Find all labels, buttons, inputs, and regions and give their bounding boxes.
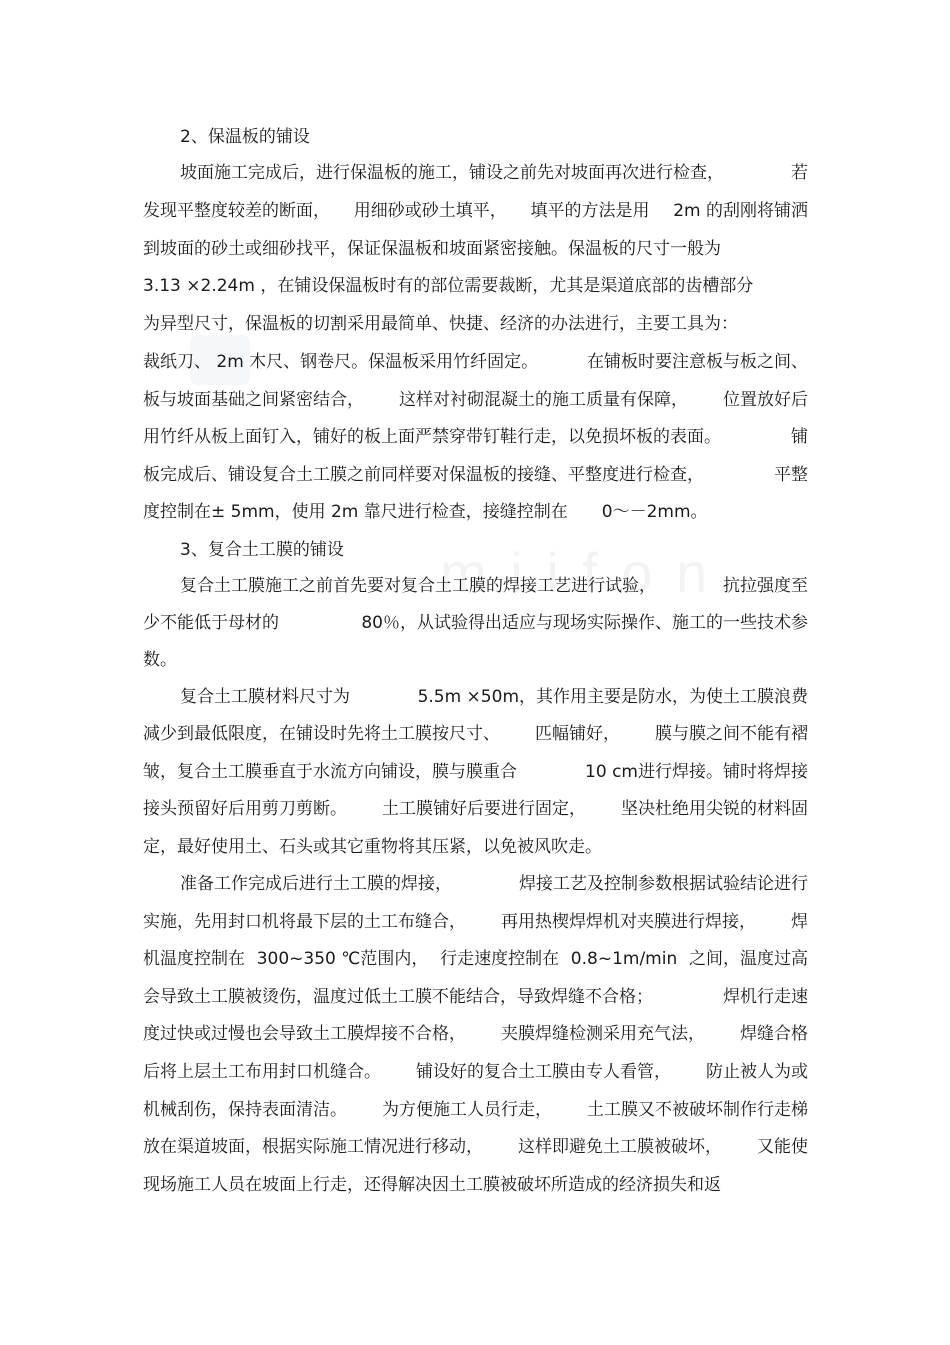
text-segment: 行走速度控制在 bbox=[440, 949, 560, 969]
text-segment: 后将上层土工布用封口机缝合。 bbox=[143, 1062, 381, 1082]
paragraph-line bbox=[143, 422, 808, 452]
paragraph-line: 现场施工人员在坡面上行走，还得解决因土工膜被破坏所造成的经济损失和返 bbox=[143, 1175, 721, 1195]
text-segment: 会导致土工膜被烫伤，温度过低土工膜不能结合，导致焊缝不合格； bbox=[143, 987, 653, 1007]
text-segment: 0～－2mm。 bbox=[601, 502, 708, 522]
text-segment: 坡面施工完成后，进行保温板的施工，铺设之前先对坡面再次进行检查， bbox=[180, 163, 724, 183]
text-segment: 焊 bbox=[791, 912, 808, 932]
text-segment: 复合土工膜施工之前首先要对复合土工膜的焊接工艺进行试验， bbox=[180, 576, 656, 596]
paragraph-line: 3.13 ×2.24m ，在铺设保温板时有的部位需要裁断，尤其是渠道底部的齿槽部分 bbox=[143, 276, 754, 296]
text-segment: 为方便施工人员行走， bbox=[382, 1100, 552, 1120]
text-segment: 0.8~1m/min bbox=[570, 949, 678, 969]
text-segment: 填平的方法是用 bbox=[530, 201, 650, 221]
text-segment: 匹幅铺好， bbox=[535, 724, 620, 744]
text-segment: 之间，温度过高 bbox=[688, 949, 808, 969]
text-segment: 板完成后、铺设复合土工膜之前同样要对保温板的接缝、平整度进行检查， bbox=[143, 465, 704, 485]
text-segment: 坚决杜绝用尖锐的材料固 bbox=[621, 799, 808, 819]
text-segment: 焊缝合格 bbox=[740, 1024, 808, 1044]
paragraph-line bbox=[143, 794, 808, 824]
text-segment: 板与坡面基础之间紧密结合， bbox=[143, 390, 364, 410]
text-segment: 少不能低于母材的 bbox=[143, 613, 279, 633]
text-segment: 减少到最低限度，在铺设时先将土工膜按尺寸、 bbox=[143, 724, 500, 744]
text-segment: 在铺板时要注意板与板之间、 bbox=[587, 352, 808, 372]
text-segment: 300~350 ℃范围内， bbox=[256, 949, 429, 969]
paragraph-line bbox=[180, 158, 808, 188]
text-segment: 抗拉强度至 bbox=[723, 576, 808, 596]
paragraph-line bbox=[143, 1095, 808, 1125]
text-segment: 用细砂或砂土填平， bbox=[353, 201, 507, 221]
text-segment: 机械刮伤，保持表面清洁。 bbox=[143, 1100, 347, 1120]
paragraph-line bbox=[143, 907, 808, 937]
text-segment: 若 bbox=[791, 163, 808, 183]
paragraph-line bbox=[143, 1057, 808, 1087]
text-segment: 土工膜铺好后要进行固定， bbox=[382, 799, 586, 819]
paragraph-line bbox=[180, 571, 808, 601]
text-segment: 准备工作完成后进行土工膜的焊接， bbox=[180, 874, 452, 894]
text-segment: 土工膜又不被破坏制作行走梯 bbox=[587, 1100, 808, 1120]
text-segment: 实施，先用封口机将最下层的土工布缝合， bbox=[143, 912, 466, 932]
text-segment: 裁纸刀、 2m 木尺、钢卷尺。保温板采用竹纤固定。 bbox=[143, 352, 539, 372]
text-segment: 度控制在± 5mm，使用 2m 靠尺进行检查，接缝控制在 bbox=[143, 502, 568, 522]
text-segment: 夹膜焊缝检测采用充气法， bbox=[501, 1024, 705, 1044]
text-segment: 再用热楔焊焊机对夹膜进行焊接， bbox=[501, 912, 756, 932]
text-segment: 机温度控制在 bbox=[143, 949, 245, 969]
text-segment: 用竹纤从板上面钉入，铺好的板上面严禁穿带钉鞋行走，以免损坏板的表面。 bbox=[143, 427, 721, 447]
text-segment: 铺设好的复合土工膜由专人看管， bbox=[416, 1062, 671, 1082]
paragraph-line bbox=[143, 982, 808, 1012]
paragraph-line bbox=[143, 347, 808, 377]
text-segment: 接头预留好后用剪刀剪断。 bbox=[143, 799, 347, 819]
paragraph-line bbox=[143, 757, 808, 787]
paragraph-line bbox=[143, 460, 808, 490]
text-segment: 又能使 bbox=[757, 1137, 808, 1157]
text-segment: 防止被人为或 bbox=[706, 1062, 808, 1082]
paragraph-line bbox=[180, 869, 808, 899]
text-segment: 发现平整度较差的断面， bbox=[143, 201, 330, 221]
paragraph-line: 数。 bbox=[143, 650, 177, 670]
paragraph-line bbox=[143, 196, 808, 226]
text-segment: 膜与膜之间不能有褶 bbox=[655, 724, 808, 744]
paragraph-line bbox=[143, 944, 808, 974]
text-segment: 放在渠道坡面，根据实际施工情况进行移动， bbox=[143, 1137, 483, 1157]
text-segment: 位置放好后 bbox=[723, 390, 808, 410]
section-heading: 2、保温板的铺设 bbox=[180, 127, 310, 147]
text-segment: 皱，复合土工膜垂直于水流方向铺设，膜与膜重合 bbox=[143, 762, 517, 782]
paragraph-line bbox=[143, 385, 808, 415]
paragraph-line bbox=[143, 1019, 808, 1049]
text-segment: 焊机行走速 bbox=[723, 987, 808, 1007]
text-segment: 这样对衬砌混凝土的施工质量有保障， bbox=[399, 390, 688, 410]
paragraph-line bbox=[143, 1132, 808, 1162]
paragraph-line bbox=[143, 497, 808, 527]
paragraph-line: 为异型尺寸，保温板的切割采用最简单、快捷、经济的办法进行，主要工具为： bbox=[143, 314, 738, 334]
text-segment: 焊接工艺及控制参数根据试验结论进行 bbox=[519, 874, 808, 894]
text-segment: 80％，从试验得出适应与现场实际操作、施工的一些技术参 bbox=[361, 613, 808, 633]
text-segment: 复合土工膜材料尺寸为 bbox=[180, 687, 350, 707]
paragraph-line: 定，最好使用土、石头或其它重物将其压紧，以免被风吹走。 bbox=[143, 837, 602, 857]
text-segment: 度过快或过慢也会导致土工膜焊接不合格， bbox=[143, 1024, 466, 1044]
paragraph-line bbox=[180, 682, 808, 712]
paragraph-line bbox=[143, 719, 808, 749]
text-segment: 平整 bbox=[774, 465, 808, 485]
text-segment: 5.5m ×50m，其作用主要是防水，为使土工膜浪费 bbox=[417, 687, 808, 707]
text-segment: 2m 的刮刚将铺洒 bbox=[673, 201, 808, 221]
section-heading: 3、复合土工膜的铺设 bbox=[180, 540, 344, 560]
text-segment: 这样即避免土工膜被破坏， bbox=[518, 1137, 722, 1157]
text-segment: 铺 bbox=[791, 427, 808, 447]
text-segment: 10 cm进行焊接。铺时将焊接 bbox=[585, 762, 808, 782]
paragraph-line: 到坡面的砂土或细砂找平，保证保温板和坡面紧密接触。保温板的尺寸一般为 bbox=[143, 239, 721, 259]
paragraph-line bbox=[143, 608, 808, 638]
